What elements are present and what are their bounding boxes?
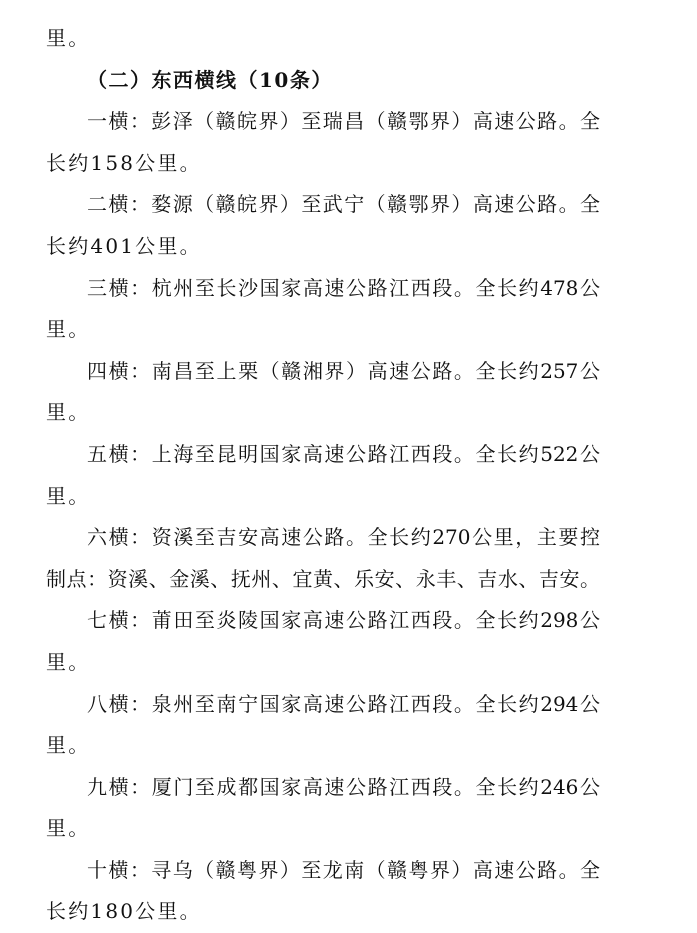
- text-line-item-2: 二横：婺源（赣皖界）至武宁（赣鄂界）高速公路。全: [87, 192, 600, 217]
- text-line-item-10: 十横：寻乌（赣粤界）至龙南（赣粤界）高速公路。全: [87, 857, 600, 882]
- text-line-item-3: 三横：杭州至长沙国家高速公路江西段。全长约478公: [87, 275, 600, 300]
- section-heading: （二）东西横线（10条）: [87, 67, 333, 92]
- text-line-item-1: 一横：彭泽（赣皖界）至瑞昌（赣鄂界）高速公路。全: [87, 109, 600, 134]
- text-line-item-1-end: 长约158公里。: [46, 150, 202, 175]
- text-line-item-6-end: 制点：资溪、金溪、抚州、宜黄、乐安、永丰、吉水、吉安。: [46, 566, 600, 591]
- text-line-item-5: 五横：上海至昆明国家高速公路江西段。全长约522公: [87, 441, 600, 466]
- text-line-item-7-end: 里。: [46, 649, 91, 674]
- text-line-item-9: 九横：厦门至成都国家高速公路江西段。全长约246公: [87, 774, 600, 799]
- text-line-item-5-end: 里。: [46, 483, 91, 508]
- text-line-item-10-end: 长约180公里。: [46, 899, 202, 924]
- text-line-item-2-end: 长约401公里。: [46, 233, 202, 258]
- text-line-item-8: 八横：泉州至南宁国家高速公路江西段。全长约294公: [87, 691, 600, 716]
- text-line-item-6: 六横：资溪至吉安高速公路。全长约270公里，主要控: [87, 525, 600, 550]
- text-line-item-7: 七横：莆田至炎陵国家高速公路江西段。全长约298公: [87, 608, 600, 633]
- document-body: [46, 18, 600, 933]
- text-line-item-4: 四横：南昌至上栗（赣湘界）高速公路。全长约257公: [87, 358, 600, 383]
- text-line-item-9-end: 里。: [46, 816, 91, 841]
- text-line-item-4-end: 里。: [46, 400, 91, 425]
- text-line-item-8-end: 里。: [46, 733, 91, 758]
- text-line-item-3-end: 里。: [46, 317, 91, 342]
- text-line-continuation: 里。: [46, 26, 91, 50]
